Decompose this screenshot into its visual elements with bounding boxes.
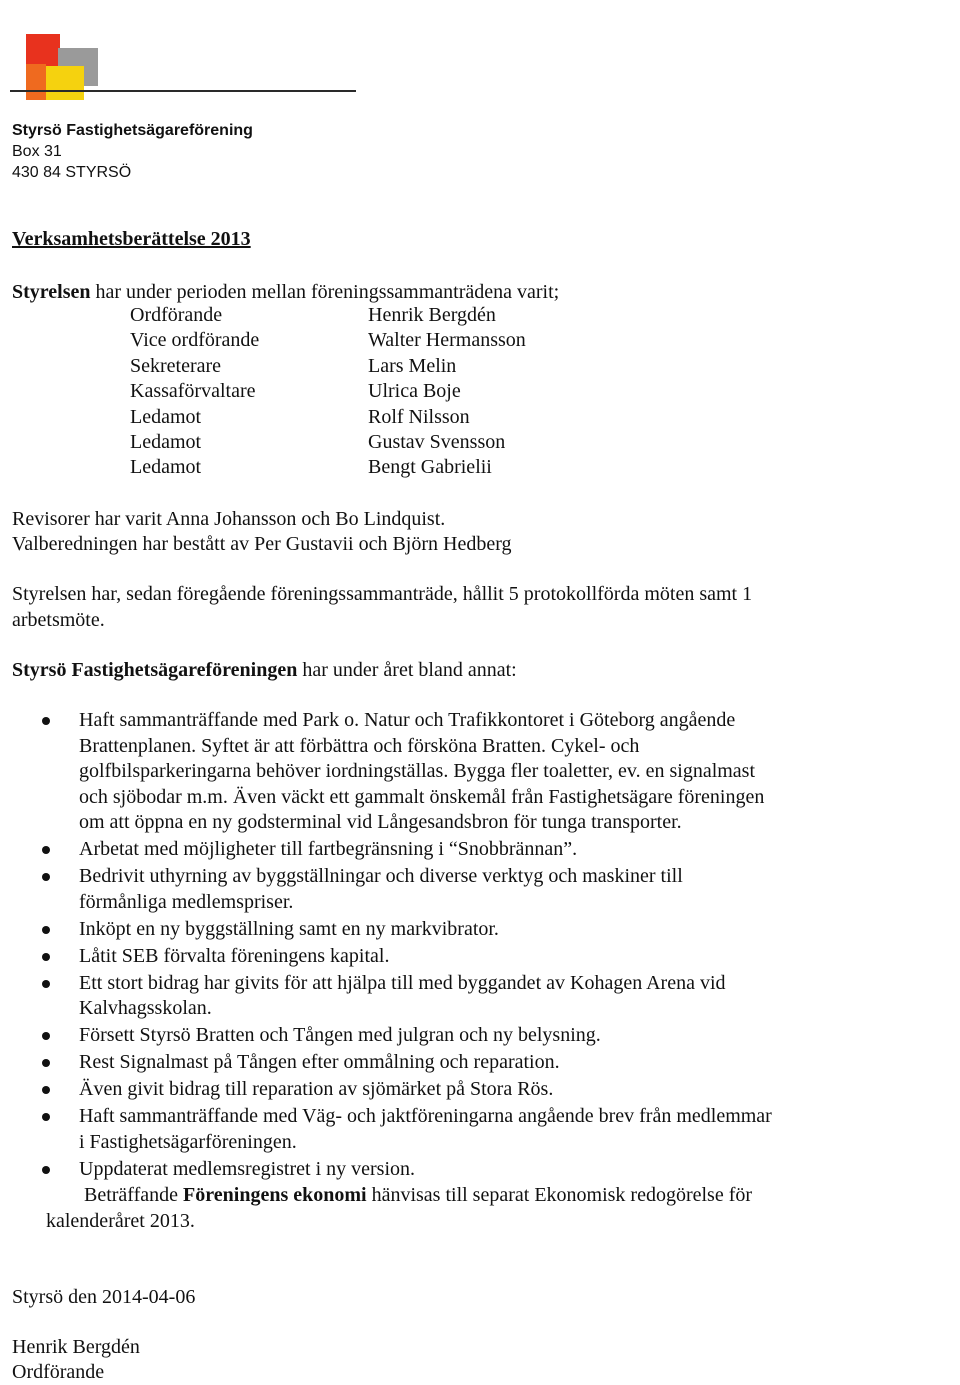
list-item	[40, 944, 850, 970]
document-title: Verksamhetsberättelse 2013	[12, 228, 251, 250]
list-item-line: Rest Signalmast på Tången efter ommålning och reparation.	[79, 1051, 560, 1073]
list-item-line: Haft sammanträffande med Park o. Natur och Trafikkontoret i Göteborg angående	[79, 709, 736, 731]
list-item	[40, 1157, 850, 1183]
place-date: Styrsö den 2014-04-06	[12, 1286, 196, 1308]
list-item-line: Ett stort bidrag har givits för att hjälpa till med byggandet av Kohagen Arena vid	[79, 971, 726, 994]
board-intro-bold: Styrelsen	[12, 281, 91, 303]
list-item	[40, 837, 850, 863]
bullet-dot-icon	[42, 1113, 50, 1121]
board-member-name: Ulrica Boje	[368, 380, 461, 403]
sender-org: Styrsö Fastighetsägareförening	[12, 122, 253, 139]
board-row	[130, 430, 526, 455]
sender-address	[12, 120, 253, 183]
bullet-dot-icon	[42, 846, 50, 854]
list-item	[40, 864, 850, 915]
board-row	[130, 379, 526, 404]
bullet-dot-icon	[42, 1166, 50, 1174]
logo-yellow-square	[46, 66, 84, 100]
board-role: Ledamot	[130, 456, 202, 479]
activities-intro-bold: Styrsö Fastighetsägareföreningen	[12, 659, 298, 681]
board-role: Ordförande	[130, 304, 223, 326]
list-item-line: Haft sammanträffande med Väg- och jaktföreningarna angående brev från medlemmar	[79, 1105, 772, 1127]
board-member-name: Rolf Nilsson	[368, 405, 470, 428]
meetings-line-1: Styrelsen har, sedan föregående föreningssammanträde, hållit 5 protokollförda möten samt 1	[12, 583, 753, 605]
list-item-line: Uppdaterat medlemsregistret i ny version.	[79, 1157, 416, 1180]
list-item-line: i Fastighetsägarföreningen.	[79, 1130, 297, 1153]
board-member-name: Lars Melin	[368, 354, 457, 377]
list-item-line: Inköpt en ny byggställning samt en ny markvibrator.	[79, 917, 499, 940]
economy-post: hänvisas till separat Ekonomisk redogörelse för	[366, 1184, 753, 1206]
list-item	[40, 708, 850, 836]
list-item-line: Arbetat med möjligheter till fartbegränsning i “Snobbrännan”.	[79, 838, 578, 860]
bullet-dot-icon	[42, 1086, 50, 1094]
economy-line-2: kalenderåret 2013.	[46, 1210, 195, 1232]
list-item-line: om att öppna en ny godsterminal vid Långesandsbron för tunga transporter.	[79, 811, 682, 833]
list-item	[40, 1023, 850, 1049]
list-item	[40, 1050, 850, 1076]
list-item-line: Kalvhagsskolan.	[79, 997, 212, 1019]
list-item-line: Försett Styrsö Bratten och Tången med julgran och ny belysning.	[79, 1024, 601, 1046]
economy-paragraph	[46, 1182, 846, 1234]
board-role: Ledamot	[130, 431, 202, 454]
letterhead-rule	[10, 90, 356, 92]
list-item-line: Låtit SEB förvalta föreningens kapital.	[79, 944, 390, 967]
bullet-dot-icon	[42, 953, 50, 961]
bullet-dot-icon	[42, 873, 50, 881]
list-item	[40, 1077, 850, 1103]
logo-orange-square	[26, 64, 46, 100]
economy-bold: Föreningens ekonomi	[183, 1184, 367, 1206]
list-item	[40, 917, 850, 943]
board-member-name: Bengt Gabrielii	[368, 456, 492, 479]
bullet-dot-icon	[42, 1032, 50, 1040]
sender-box: Box 31	[12, 143, 62, 160]
sender-city: 430 84 STYRSÖ	[12, 164, 132, 181]
activities-list	[40, 708, 850, 1184]
meetings-line-2: arbetsmöte.	[12, 609, 105, 631]
board-row	[130, 455, 526, 480]
board-intro	[12, 280, 559, 305]
auditors-text: Revisorer har varit Anna Johansson och Bo Lindquist.	[12, 508, 446, 530]
activities-intro-rest: har under året bland annat:	[297, 659, 517, 681]
nomination-text: Valberedningen har bestått av Per Gustavii och Björn Hedberg	[12, 533, 512, 555]
bullet-dot-icon	[42, 1059, 50, 1067]
list-item-line: golfbilsparkeringarna behöver iordningställas. Bygga fler toaletter, ev. en signalmast	[79, 760, 756, 782]
economy-pre: Beträffande	[84, 1184, 184, 1206]
board-role: Ledamot	[130, 405, 202, 428]
list-item-line: förmånliga medlemspriser.	[79, 890, 294, 913]
list-item	[40, 1104, 850, 1155]
board-members-table	[130, 303, 526, 481]
board-member-name: Henrik Bergdén	[368, 304, 496, 326]
activities-intro	[12, 658, 517, 683]
list-item-line: och sjöbodar m.m. Även väckt ett gammalt önskemål från Fastighetsägare föreningen	[79, 785, 765, 808]
board-row	[130, 354, 526, 379]
board-role: Kassaförvaltare	[130, 380, 256, 403]
board-intro-rest: har under perioden mellan föreningssammanträdena varit;	[90, 281, 560, 303]
list-item-line: Bedrivit uthyrning av byggställningar och diverse verktyg och maskiner till	[79, 865, 683, 887]
list-item	[40, 971, 850, 1022]
board-row	[130, 303, 526, 328]
board-row	[130, 405, 526, 430]
board-member-name: Walter Hermansson	[368, 329, 526, 352]
signature-name: Henrik Bergdén	[12, 1336, 140, 1358]
list-item-line: Även givit bidrag till reparation av sjömärket på Stora Rös.	[79, 1078, 554, 1100]
association-logo	[10, 34, 360, 104]
board-role: Vice ordförande	[130, 329, 260, 352]
list-item-line: Brattenplanen. Syftet är att förbättra och försköna Bratten. Cykel- och	[79, 734, 640, 757]
bullet-dot-icon	[42, 717, 50, 725]
bullet-dot-icon	[42, 926, 50, 934]
board-row	[130, 328, 526, 353]
bullet-dot-icon	[42, 980, 50, 988]
board-role: Sekreterare	[130, 354, 222, 377]
board-member-name: Gustav Svensson	[368, 431, 506, 454]
signature-title: Ordförande	[12, 1361, 105, 1383]
